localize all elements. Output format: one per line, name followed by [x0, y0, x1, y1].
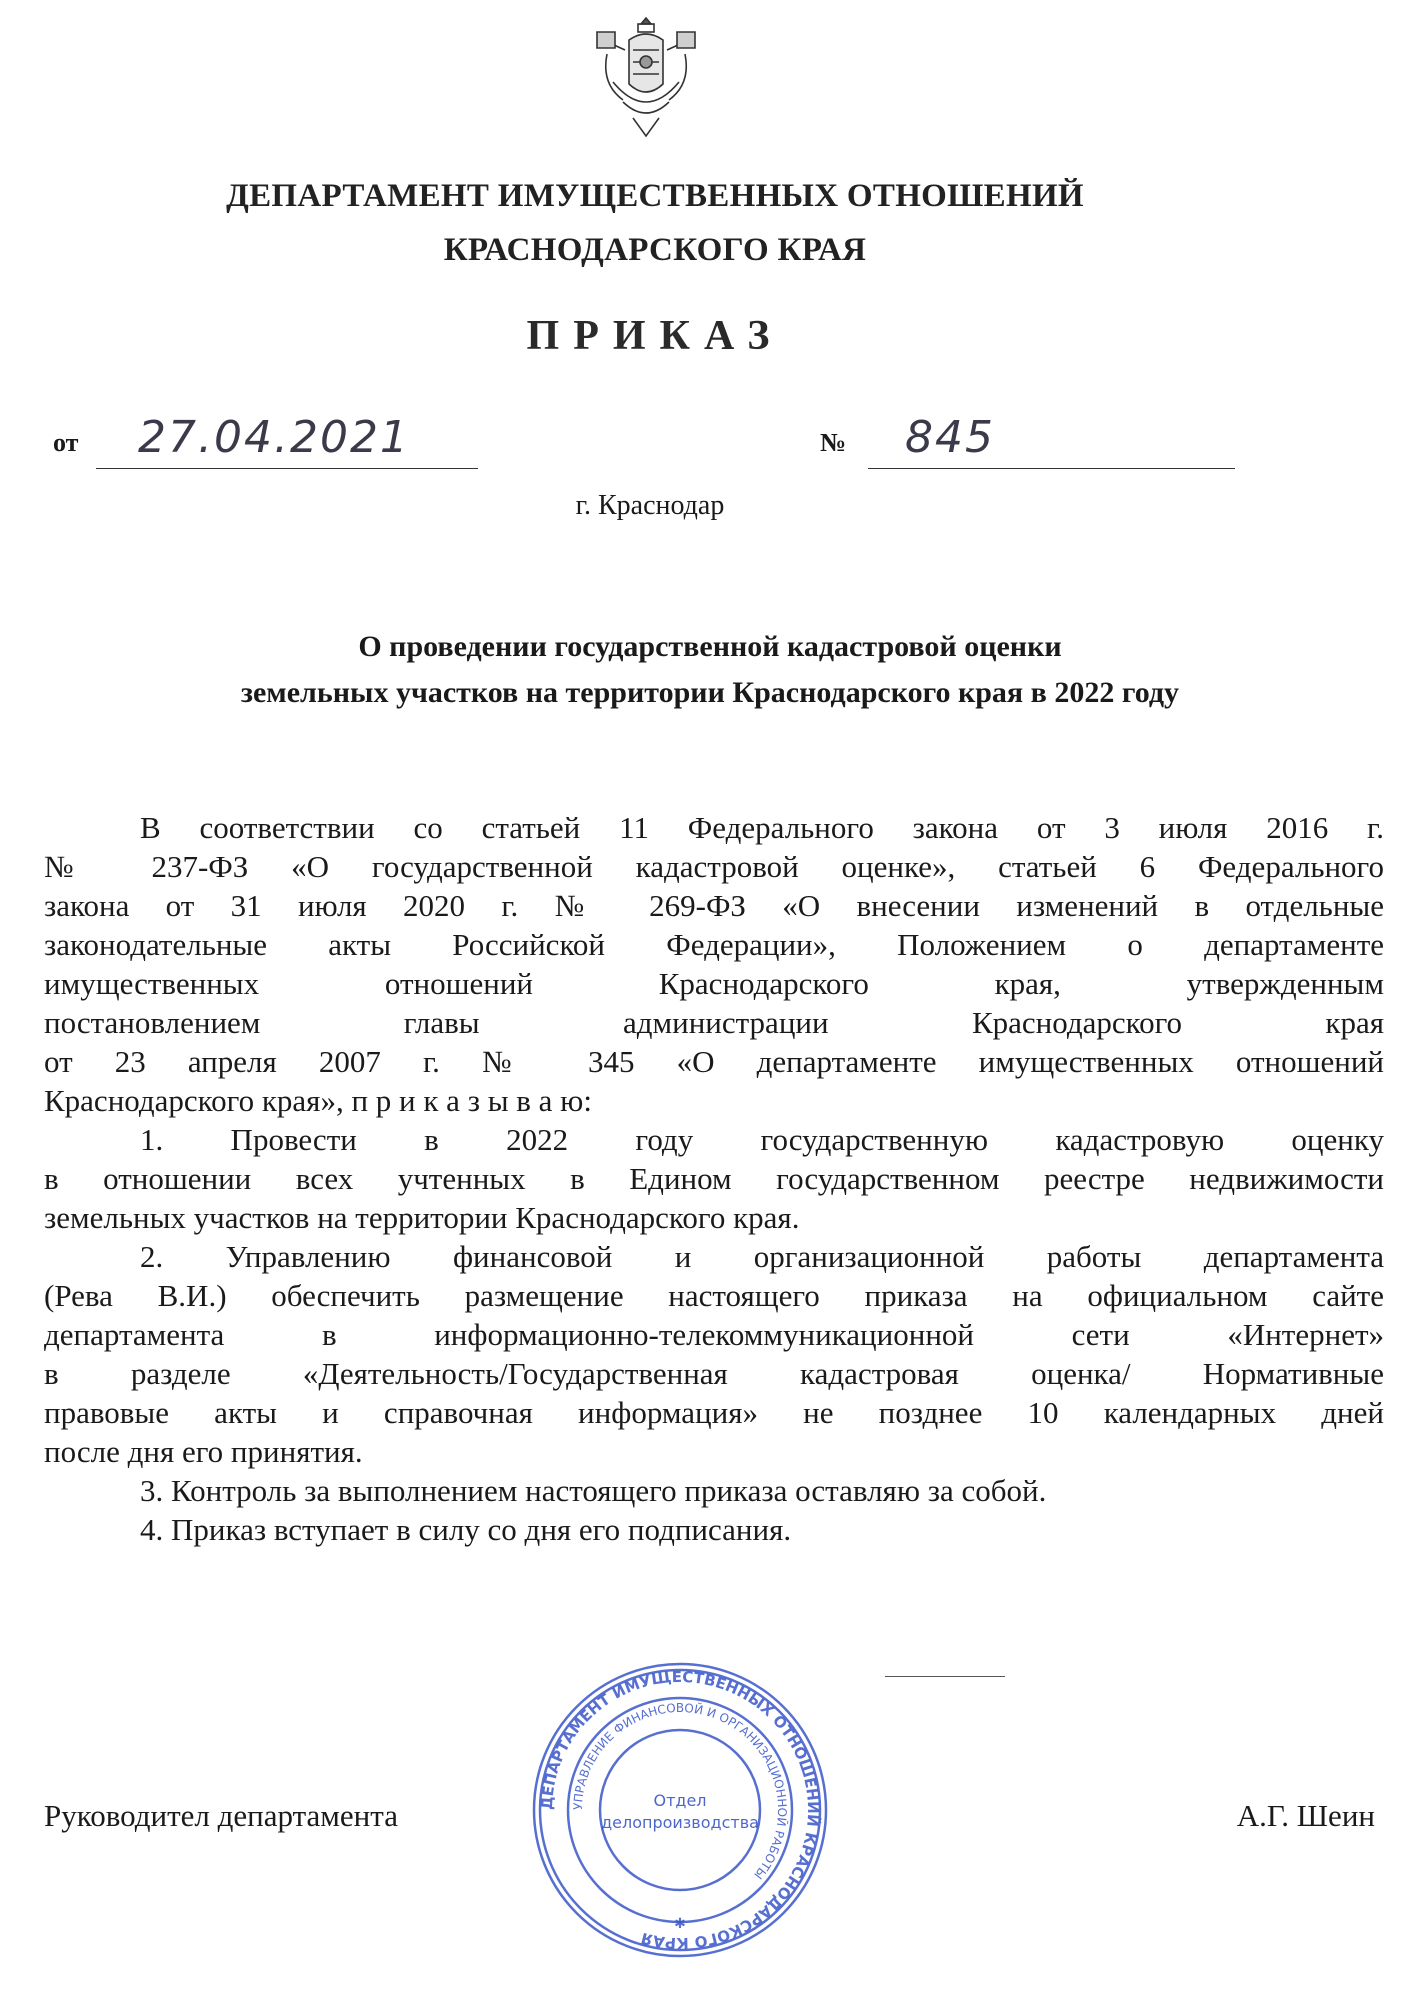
item2-line: в разделе «Деятельность/Государственная кадастровая оценка/ Нормативные	[44, 1356, 1384, 1391]
date-underline	[96, 468, 478, 469]
number-handwritten-value: 845	[905, 412, 995, 463]
stamp-center-line1: Отдел	[653, 1791, 707, 1810]
signatory-name: А.Г. Шеин	[1236, 1798, 1375, 1833]
number-underline	[868, 468, 1235, 469]
signature-underline	[885, 1676, 1005, 1677]
preamble-line: В соответствии со статьей 11 Федерального закона от 3 июля 2016 г.	[140, 810, 1384, 845]
item2-line: 2. Управлению финансовой и организационной работы департамента	[140, 1239, 1384, 1274]
item2-line: правовые акты и справочная информация» не позднее 10 календарных дней	[44, 1395, 1384, 1430]
title-line1: О проведении государственной кадастровой оценки	[358, 630, 1062, 663]
item1-line: в отношении всех учтенных в Едином государственном реестре недвижимости	[44, 1161, 1384, 1196]
department-name-line2: КРАСНОДАРСКОГО КРАЯ	[443, 232, 867, 268]
date-label: от	[53, 428, 79, 457]
department-name-line1: ДЕПАРТАМЕНТ ИМУЩЕСТВЕННЫХ ОТНОШЕНИЙ	[226, 178, 1084, 214]
date-handwritten-value: 27.04.2021	[138, 412, 410, 463]
official-stamp	[530, 1660, 830, 1960]
preamble-line: закона от 31 июля 2020 г. № 269-ФЗ «О внесении изменений в отдельные	[44, 888, 1384, 923]
city-name: г. Краснодар	[575, 490, 725, 521]
preamble-line: Краснодарского края», п р и к а з ы в а ю:	[44, 1083, 592, 1118]
item1-line: 1. Провести в 2022 году государственную кадастровую оценку	[140, 1122, 1384, 1157]
title-line2: земельных участков на территории Краснодарского края в 2022 году	[240, 676, 1180, 709]
stamp-center-line2: делопроизводства	[601, 1813, 759, 1832]
signatory-position: Руководител департамента	[44, 1798, 398, 1833]
document-body	[44, 808, 1384, 1549]
item2-line: после дня его принятия.	[44, 1434, 363, 1469]
item1-line: земельных участков на территории Краснодарского края.	[44, 1200, 800, 1235]
preamble-line: № 237-ФЗ «О государственной кадастровой оценке», статьей 6 Федерального	[44, 849, 1384, 884]
document-type-heading: ПРИКАЗ	[526, 313, 784, 359]
item2-line: департамента в информационно-телекоммуникационной сети «Интернет»	[44, 1317, 1384, 1352]
stamp-outer-text: ДЕПАРТАМЕНТ ИМУЩЕСТВЕННЫХ ОТНОШЕНИЙ КРАСНОДАРСКОГО КРАЯ	[537, 1667, 823, 1953]
preamble-line: законодательные акты Российской Федерации», Положением о департаменте	[44, 927, 1384, 962]
document-title	[90, 624, 1330, 716]
item2-line: (Рева В.И.) обеспечить размещение настоящего приказа на официальном сайте	[44, 1278, 1384, 1313]
item3-text: 3. Контроль за выполнением настоящего приказа оставляю за собой.	[140, 1473, 1047, 1508]
preamble-line: имущественных отношений Краснодарского края, утвержденным	[44, 966, 1384, 1001]
coat-of-arms-emblem	[583, 10, 709, 155]
number-label: №	[820, 428, 847, 457]
item4-text: 4. Приказ вступает в силу со дня его подписания.	[140, 1512, 792, 1547]
stamp-star-icon: ✱	[674, 1917, 686, 1932]
preamble-line: от 23 апреля 2007 г. № 345 «О департаменте имущественных отношений	[44, 1044, 1384, 1079]
preamble-line: постановлением главы администрации Краснодарского края	[44, 1005, 1384, 1040]
stamp-inner-text: УПРАВЛЕНИЕ ФИНАНСОВОЙ И ОРГАНИЗАЦИОННОЙ РАБОТЫ	[570, 1700, 790, 1882]
